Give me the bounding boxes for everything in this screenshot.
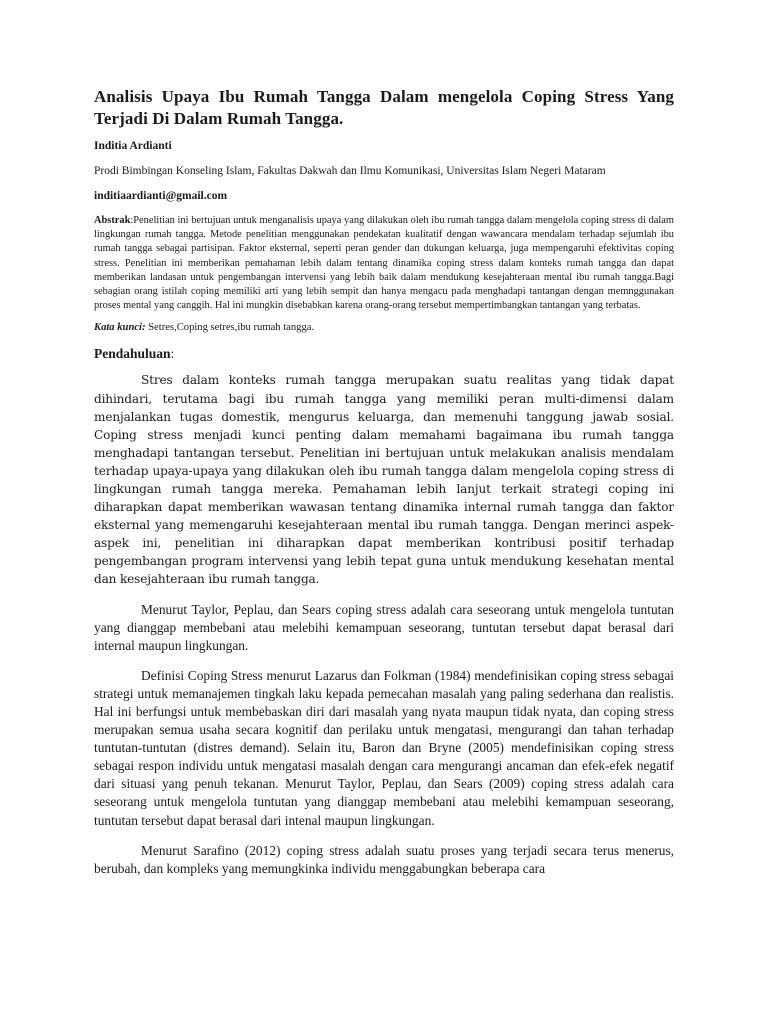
keywords-label: Kata kunci: [94, 322, 146, 334]
abstract-label: Abstrak [94, 215, 131, 226]
keywords-text: Setres,Coping setres,ibu rumah tangga. [145, 322, 315, 334]
abstract-text: :Penelitian ini bertujuan untuk menganalisis upaya yang dilakukan oleh ibu rumah tangga dalam mengelola coping stress di dalam lingkungan rumah tangga. Metode penelitian menggunakan pendekatan kualitatif dengan wawancara mendalam terhadap sejumlah ibu rumah tangga sebagai partisipan. Faktor eksternal, seperti peran gender dan dukungan keluarga, juga mempengaruhi efektivitas coping stress. Penelitian ini memberikan pemahaman lebih dalam tentang dinamika coping stress dalam konteks rumah tangga dan dapat memberikan landasan untuk pengembangan intervensi yang lebih baik dalam mendukung kesejahteraan mental ibu rumah tangga.Bagi sebagian orang istilah coping memiliki arti yang lebih sempit dan hanya mengacu pada menghadapi tantangan dengan memnggunakan proses mental yang canggih. Hal ini mungkin disebabkan karena orang-orang tersebut mempertimbangkan tantangan yang terbatas. [94, 215, 674, 312]
author-email: inditiaardianti@gmail.com [94, 190, 228, 202]
author-name: Inditia Ardianti [94, 140, 172, 152]
body-paragraph-1: Stres dalam konteks rumah tangga merupakan suatu realitas yang tidak dapat dihindari, terutama bagi ibu rumah tangga yang memiliki peran multi-dimensi dalam menjalankan tugas domestik, mengurus keluarga, dan memenuhi tanggung jawab sosial. Coping stress menjadi kunci penting dalam memahami bagaimana ibu rumah tangga menghadapi tantangan tersebut. Penelitian ini bertujuan untuk melakukan analisis mendalam terhadap upaya-upaya yang dilakukan oleh ibu rumah tangga dalam mengelola coping stress di lingkungan rumah tangga mereka. Pemahaman lebih lanjut terkait strategi coping ini diharapkan dapat memberikan wawasan tentang dinamika internal rumah tangga dan faktor eksternal yang memengaruhi kesejahteraan mental ibu rumah tangga. Dengan merinci aspek-aspek ini, penelitian ini diharapkan dapat memberikan kontribusi positif terhadap pengembangan program intervensi yang lebih tepat guna untuk mendukung kesehatan mental dan kesejahteraan ibu rumah tangga. [94, 373, 674, 587]
abstract [94, 214, 674, 313]
body-paragraph-3: Definisi Coping Stress menurut Lazarus dan Folkman (1984) mendefinisikan coping stress sebagai strategi untuk memanajemen tingkah laku kepada pemecahan masalah yang paling sederhana dan realistis. Hal ini berfungsi untuk membebaskan diri dari masalah yang nyata maupun tidak nyata, dan coping stress merupakan semua usaha secara kognitif dan perilaku untuk mengatasi, mengurangi dan tahan terhadap tuntutan-tuntutan (distres demand). Selain itu, Baron dan Bryne (2005) mendefinisikan coping stress sebagai respon individu untuk mengatasi masalah dengan cara mengurangi ancaman dan efek-efek negatif dari situasi yang penuh tekanan. Menurut Taylor, Peplau, dan Sears (2009) coping stress adalah cara seseorang untuk mengelola tuntutan yang dianggap membebani atau melebihi kemampuan seseorang, tuntutan tersebut dapat berasal dari intenal maupun lingkungan. [94, 667, 674, 828]
section-heading-text: Pendahuluan [94, 346, 171, 362]
section-heading-pendahuluan [94, 345, 674, 363]
keywords [94, 321, 674, 335]
section-heading-colon: : [170, 346, 175, 362]
paper-page [94, 86, 674, 890]
body-paragraph-2: Menurut Taylor, Peplau, dan Sears coping stress adalah cara seseorang untuk mengelola tuntutan yang dianggap membebani atau melebihi kemampuan seseorang, tuntutan tersebut dapat berasal dari internal maupun lingkungan. [94, 601, 674, 653]
body-paragraph-4: Menurut Sarafino (2012) coping stress adalah suatu proses yang terjadi secara terus menerus, berubah, dan kompleks yang memungkinka individu menggabungkan beberapa cara [94, 842, 674, 876]
paper-title: Analisis Upaya Ibu Rumah Tangga Dalam mengelola Coping Stress Yang Terjadi Di Dalam Rumah Tangga. [94, 87, 674, 128]
author-affiliation: Prodi Bimbingan Konseling Islam, Fakultas Dakwah dan Ilmu Komunikasi, Universitas Islam Negeri Mataram [94, 165, 606, 177]
